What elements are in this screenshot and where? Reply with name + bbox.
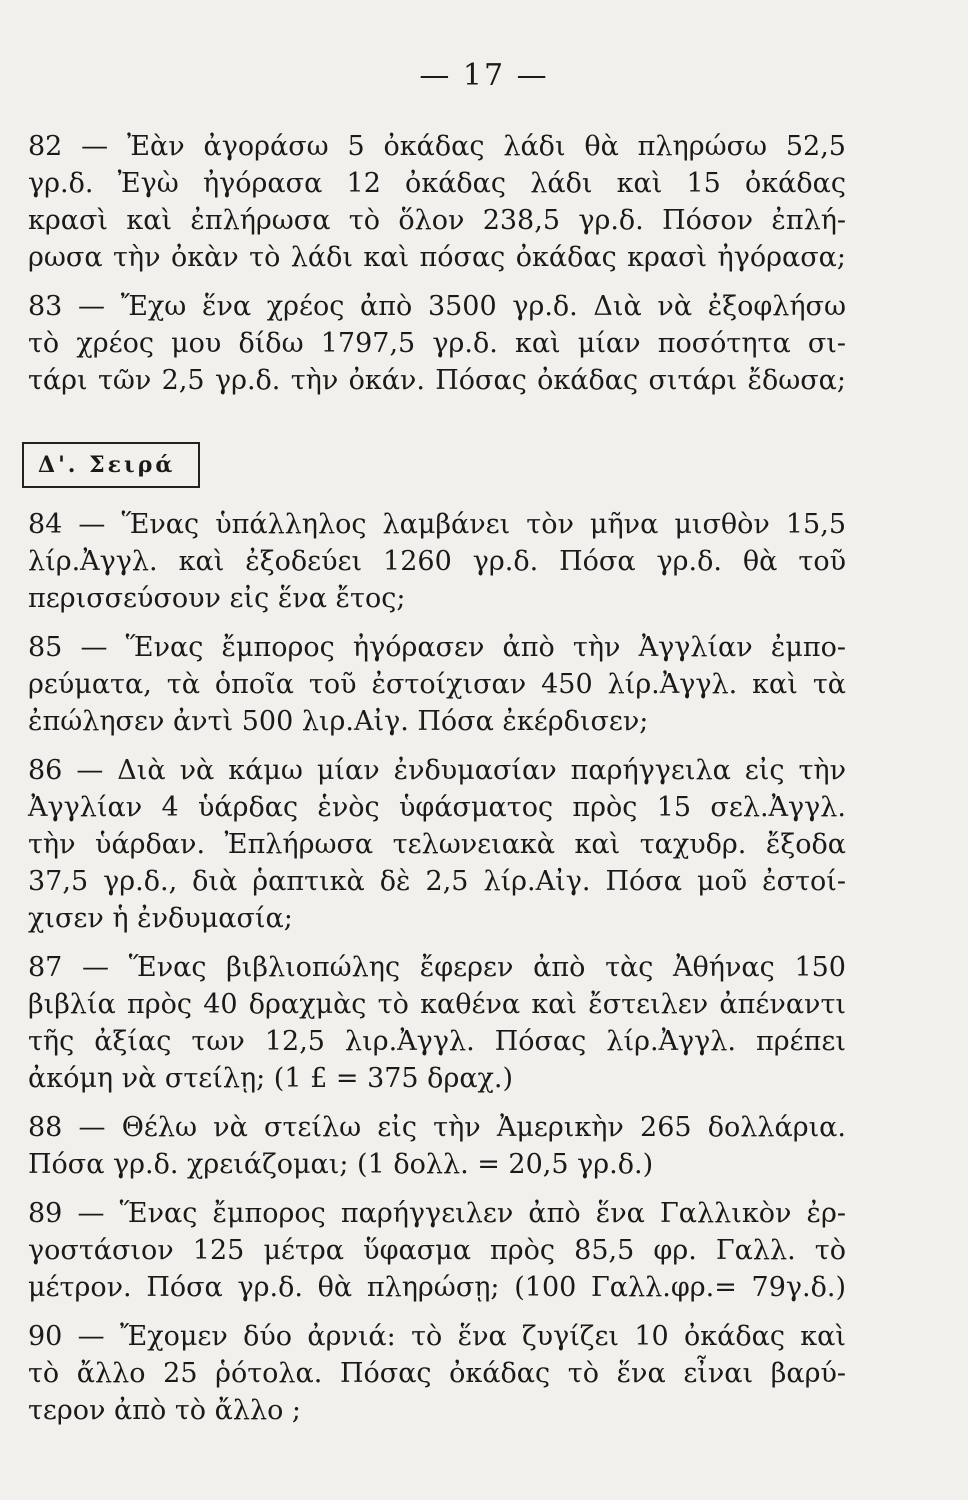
problem-line: ἀκόμη νὰ στείλῃ; (1 £ = 375 δραχ.) [28,1063,514,1094]
problem-line: 84 — Ἕνας ὑπάλληλος λαμβάνει τὸν μῆνα μισθὸν 15,5 [28,509,846,540]
problem-86 [28,752,846,937]
problem-line: ρωσα τὴν ὀκὰν τὸ λάδι καὶ πόσας ὀκάδας κρασὶ ἠγόρασα; [28,242,846,273]
problems-block-2 [28,506,846,1429]
problem-line: κρασὶ καὶ ἐπλήρωσα τὸ ὅλον 238,5 γρ.δ. Πόσον ἐπλή- [28,205,846,236]
problem-line: 88 — Θέλω νὰ στείλω εἰς τὴν Ἀμερικὴν 265 δολλάρια. [28,1112,846,1143]
problem-line: 86 — Διὰ νὰ κάμω μίαν ἐνδυμασίαν παρήγγειλα εἰς τὴν [28,755,846,786]
problem-line: μέτρον. Πόσα γρ.δ. θὰ πληρώσῃ; (100 Γαλλ.φρ.= 79γ.δ.) [28,1272,846,1303]
problem-line: 87 — Ἕνας βιβλιοπώλης ἔφερεν ἀπὸ τὰς Ἀθήνας 150 [28,952,846,983]
problem-85 [28,629,846,740]
problem-line: χισεν ἡ ἐνδυμασία; [28,903,293,934]
problem-line: τῆς ἀξίας των 12,5 λιρ.Ἀγγλ. Πόσας λίρ.Ἀγγλ. πρέπει [28,1026,846,1057]
problem-line: Πόσα γρ.δ. χρειάζομαι; (1 δολλ. = 20,5 γρ.δ.) [28,1149,654,1180]
problem-line: γρ.δ. Ἐγὼ ἠγόρασα 12 ὀκάδας λάδι καὶ 15 ὀκάδας [28,168,846,199]
problem-line: 89 — Ἕνας ἔμπορος παρήγγειλεν ἀπὸ ἕνα Γαλλικὸν ἐρ- [28,1198,846,1229]
problems-block-1 [28,128,846,399]
problem-line: 82 — Ἐὰν ἀγοράσω 5 ὀκάδας λάδι θὰ πληρώσω 52,5 [28,131,846,162]
problem-line: ρεύματα, τὰ ὁποῖα τοῦ ἐστοίχισαν 450 λίρ.Ἀγγλ. καὶ τὰ [28,669,846,700]
problem-line: Ἀγγλίαν 4 ὑάρδας ἑνὸς ὑφάσματος πρὸς 15 σελ.Ἀγγλ. [28,792,846,823]
problem-line: 37,5 γρ.δ., διὰ ῥαπτικὰ δὲ 2,5 λίρ.Αἰγ. Πόσα μοῦ ἐστοί- [28,866,846,897]
problem-83 [28,288,846,399]
problem-82 [28,128,846,276]
page-number: — 17 — [419,58,549,93]
problem-line: τερον ἀπὸ τὸ ἄλλο ; [28,1395,302,1426]
problem-87 [28,949,846,1097]
problem-89 [28,1195,846,1306]
section-label-box [22,442,200,488]
problem-90 [28,1318,846,1429]
problem-line: γοστάσιον 125 μέτρα ὕφασμα πρὸς 85,5 φρ. Γαλλ. τὸ [28,1235,846,1266]
problem-line: ἐπώλησεν ἀντὶ 500 λιρ.Αἰγ. Πόσα ἐκέρδισεν; [28,706,649,737]
section-label: Δ'. Σειρά [38,452,176,478]
problem-line: τὸ χρέος μου δίδω 1797,5 γρ.δ. καὶ μίαν ποσότητα σι- [28,328,846,359]
problem-88 [28,1109,846,1183]
problem-84 [28,506,846,617]
problem-line: 83 — Ἔχω ἕνα χρέος ἀπὸ 3500 γρ.δ. Διὰ νὰ ἐξοφλήσω [28,291,846,322]
problem-line: 85 — Ἕνας ἔμπορος ἠγόρασεν ἀπὸ τὴν Ἀγγλίαν ἐμπο- [28,632,846,663]
problem-line: λίρ.Ἀγγλ. καὶ ἐξοδεύει 1260 γρ.δ. Πόσα γρ.δ. θὰ τοῦ [28,546,846,577]
problem-line: τὴν ὑάρδαν. Ἐπλήρωσα τελωνειακὰ καὶ ταχυδρ. ἔξοδα [28,829,846,860]
problem-line: περισσεύσουν εἰς ἕνα ἔτος; [28,583,406,614]
problem-line: βιβλία πρὸς 40 δραχμὰς τὸ καθένα καὶ ἔστειλεν ἀπέναντι [28,989,846,1020]
problem-line: τὸ ἄλλο 25 ῥότολα. Πόσας ὀκάδας τὸ ἕνα εἶναι βαρύ- [28,1358,846,1389]
problem-line: 90 — Ἔχομεν δύο ἀρνιά: τὸ ἕνα ζυγίζει 10 ὀκάδας καὶ [28,1321,846,1352]
problem-line: τάρι τῶν 2,5 γρ.δ. τὴν ὀκάν. Πόσας ὀκάδας σιτάρι ἔδωσα; [28,365,846,396]
